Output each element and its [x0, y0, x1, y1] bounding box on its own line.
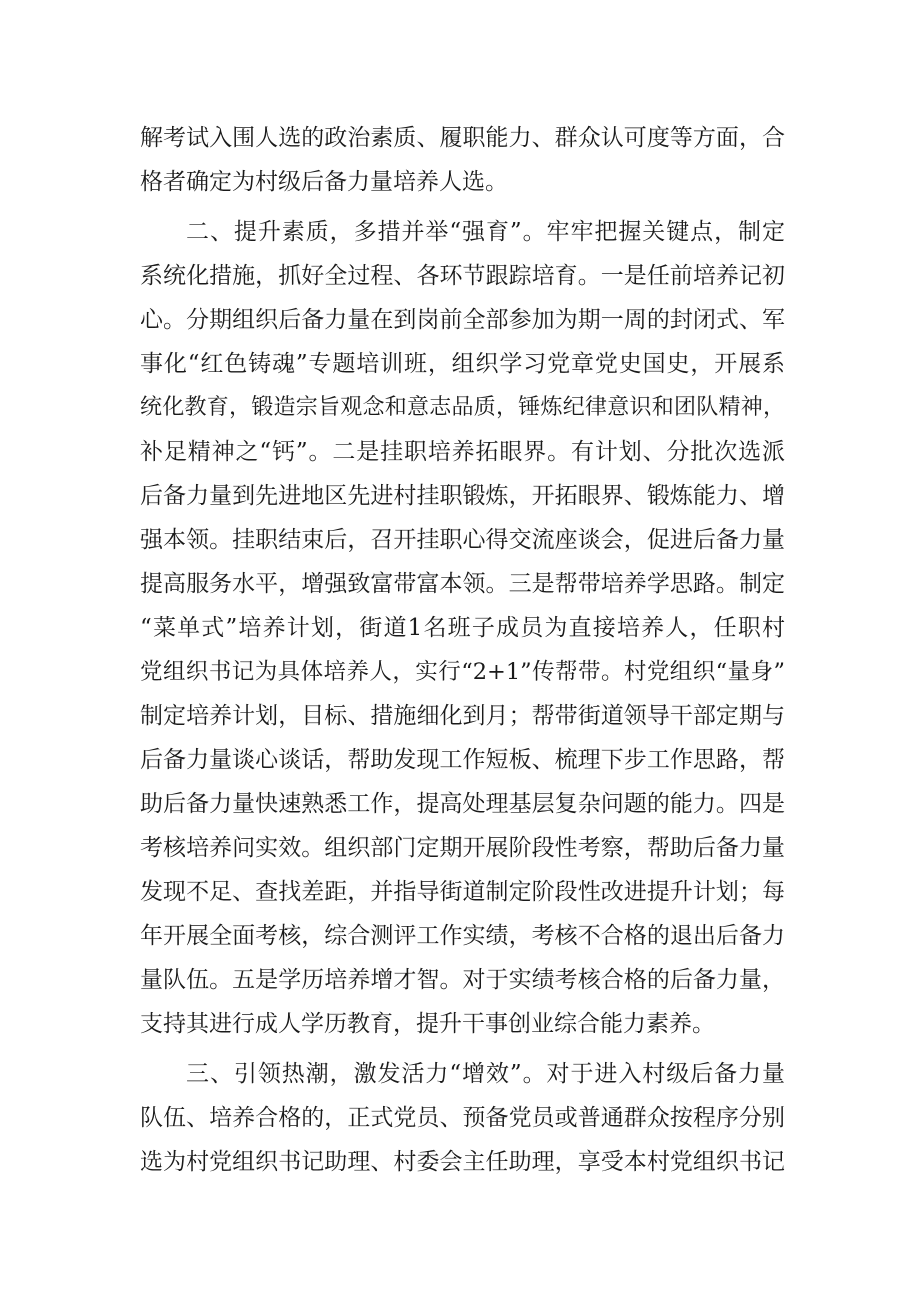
text-line-10: 强本领。挂职结束后，召开挂职心得交流座谈会，促进后备力量: [140, 527, 785, 553]
section-heading-3: 三、引领热潮，激发活力“增效”。对于进入村级后备力量: [186, 1061, 785, 1087]
text-line-19: 年开展全面考核，综合测评工作实绩，考核不合格的退出后备力: [140, 923, 785, 949]
text-line-8: 补足精神之“钙”。二是挂职培养拓眼界。有计划、分批次选派: [140, 439, 785, 465]
text-line-7: 统化教育，锻造宗旨观念和意志品质，锤炼纪律意识和团队精神，: [140, 395, 785, 420]
text-line-24: 选为村党组织书记助理、村委会主任助理，享受本村党组织书记: [140, 1149, 785, 1175]
text-line-18: 发现不足、查找差距，并指导街道制定阶段性改进提升计划；每: [140, 879, 785, 905]
text-line-9: 后备力量到先进地区先进村挂职锻炼，开拓眼界、锻炼能力、增: [140, 483, 785, 509]
section-heading-2: 二、提升素质，多措并举“强育”。牢牢把握关键点，制定: [186, 219, 785, 245]
text-line-5: 心。分期组织后备力量在到岗前全部参加为期一周的封闭式、军: [140, 307, 785, 333]
text-line-13: 党组织书记为具体培养人，实行“2+1”传帮带。村党组织“量身”: [140, 659, 785, 685]
text-line-14: 制定培养计划，目标、措施细化到月；帮带街道领导干部定期与: [140, 703, 785, 729]
text-line-11: 提高服务水平，增强致富带富本领。三是帮带培养学思路。制定: [140, 571, 785, 597]
text-line-21: 支持其进行成人学历教育，提升干事创业综合能力素养。: [140, 1011, 715, 1037]
text-line-4: 系统化措施，抓好全过程、各环节跟踪培育。一是任前培养记初: [140, 263, 785, 289]
text-line-2: 格者确定为村级后备力量培养人选。: [140, 169, 508, 195]
text-line-12: “菜单式”培养计划，街道1名班子成员为直接培养人，任职村: [140, 615, 785, 641]
text-line-1: 解考试入围人选的政治素质、履职能力、群众认可度等方面，合: [140, 125, 785, 151]
text-line-20: 量队伍。五是学历培养增才智。对于实绩考核合格的后备力量，: [140, 967, 785, 993]
text-line-17: 考核培养问实效。组织部门定期开展阶段性考察，帮助后备力量: [140, 835, 785, 861]
text-line-15: 后备力量谈心谈话，帮助发现工作短板、梳理下步工作思路，帮: [140, 747, 785, 773]
text-line-6: 事化“红色铸魂”专题培训班，组织学习党章党史国史，开展系: [140, 351, 785, 377]
text-line-16: 助后备力量快速熟悉工作，提高处理基层复杂问题的能力。四是: [140, 791, 785, 817]
text-line-23: 队伍、培养合格的，正式党员、预备党员或普通群众按程序分别: [140, 1105, 785, 1131]
